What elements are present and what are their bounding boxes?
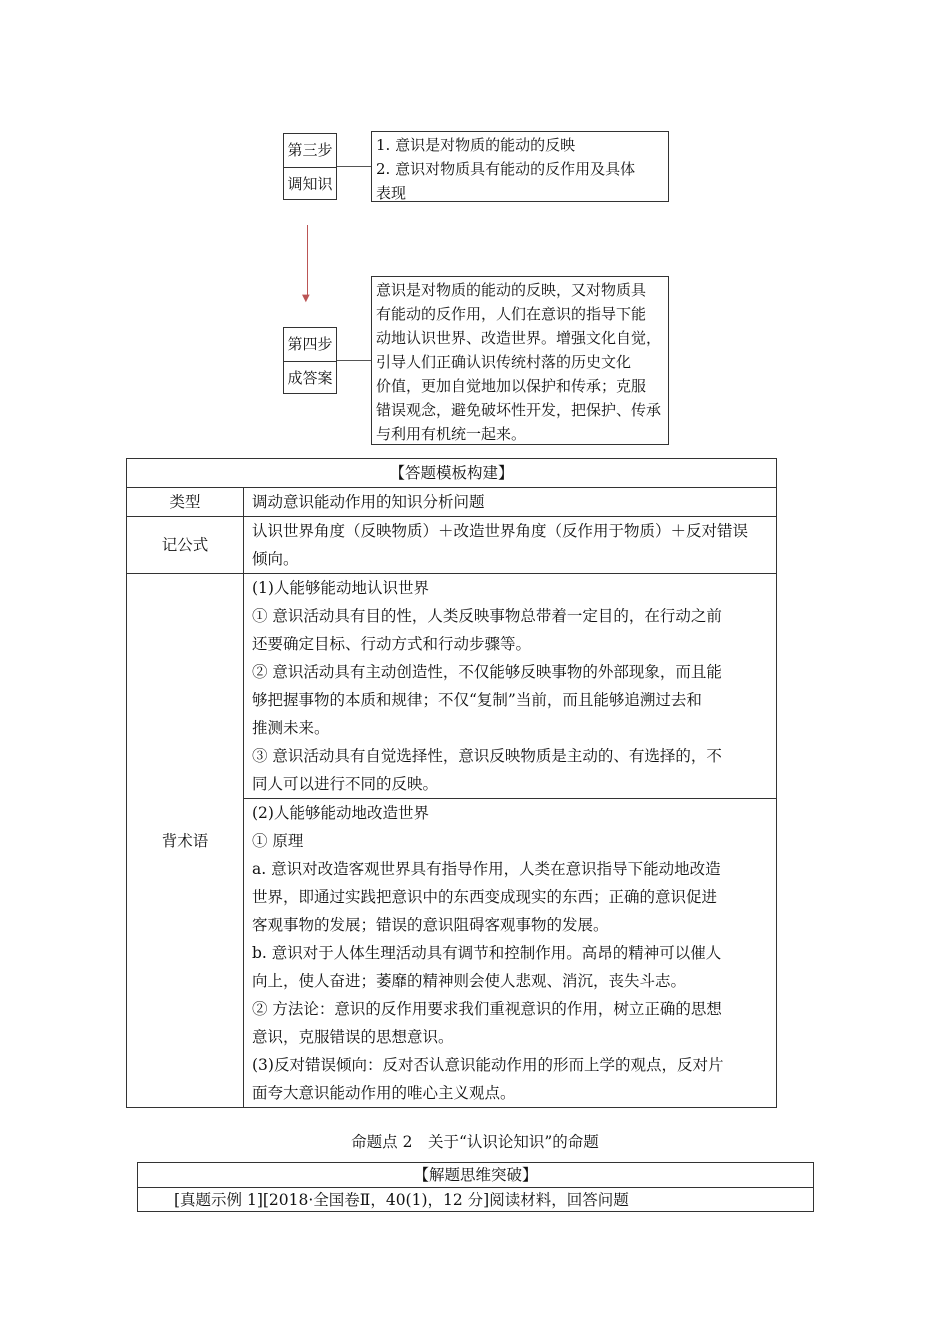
- recite-line: 向上，使人奋进；萎靡的精神则会使人悲观、消沉，丧失斗志。: [252, 972, 687, 990]
- step3-content-line: 表现: [376, 184, 407, 202]
- step3-connector: [337, 166, 372, 167]
- step3-label-line2: 调知识: [284, 167, 336, 201]
- step4-label-box: [283, 327, 337, 394]
- template-title: 【答题模板构建】: [127, 459, 777, 488]
- recite-line: ② 方法论：意识的反作用要求我们重视意识的作用，树立正确的思想: [252, 1000, 722, 1018]
- step4-content-line: 错误观念，避免破坏性开发，把保护、传承: [376, 401, 662, 419]
- example-line: [真题示例 1][2018·全国卷Ⅱ，40(1)，12 分]阅读材料，回答问题: [174, 1191, 629, 1209]
- step4-connector: [337, 360, 372, 361]
- section-title: 命题点 2 关于“认识论知识”的命题: [351, 1133, 599, 1151]
- recite-line: 同人可以进行不同的反映。: [252, 775, 439, 793]
- answer-template-table: [126, 458, 777, 1108]
- recite-line: a. 意识对改造客观世界具有指导作用，人类在意识指导下能动地改造: [252, 860, 721, 878]
- recite-part1: [252, 574, 768, 798]
- step4-content-line: 引导人们正确认识传统村落的历史文化: [376, 353, 632, 371]
- recite-part2: [244, 798, 776, 1107]
- recite-line: 客观事物的发展；错误的意识阻碍客观事物的发展。: [252, 916, 609, 934]
- step3-content-line: 2. 意识对物质具有能动的反作用及具体: [376, 160, 636, 178]
- formula-value-cell: [244, 517, 777, 574]
- recite-line: 还要确定目标、行动方式和行动步骤等。: [252, 635, 532, 653]
- formula-label: 记公式: [127, 517, 244, 574]
- recite-line: (1)人能够能动地认识世界: [252, 579, 429, 597]
- recite-line: 世界，即通过实践把意识中的东西变成现实的东西；正确的意识促进: [252, 888, 718, 906]
- recite-line: (3)反对错误倾向：反对否认意识能动作用的形而上学的观点，反对片: [252, 1056, 724, 1074]
- flow-arrow-line: [307, 225, 308, 297]
- step3-content-box: [371, 131, 669, 202]
- recite-line: ① 原理: [252, 832, 304, 850]
- thinking-breakthrough-box: [137, 1162, 814, 1212]
- formula-line: 认识世界角度（反映物质）＋改造世界角度（反作用于物质）＋反对错误: [252, 522, 749, 540]
- recite-line: ② 意识活动具有主动创造性，不仅能够反映事物的外部现象，而且能: [252, 663, 722, 681]
- recite-line: 推测未来。: [252, 719, 330, 737]
- recite-line: 意识，克服错误的思想意识。: [252, 1028, 454, 1046]
- flow-arrow-head-icon: ▼: [302, 293, 310, 304]
- recite-line: ① 意识活动具有目的性，人类反映事物总带着一定目的，在行动之前: [252, 607, 722, 625]
- type-value: 调动意识能动作用的知识分析问题: [244, 488, 777, 517]
- step3-label-line1: 第三步: [287, 141, 333, 159]
- step4-content-line: 动地认识世界、改造世界。增强文化自觉，: [376, 329, 662, 347]
- step4-content-line: 意识是对物质的能动的反映，又对物质具: [376, 281, 647, 299]
- recite-line: (2)人能够能动地改造世界: [252, 804, 429, 822]
- step3-label-box: [283, 133, 337, 200]
- recite-line: 够把握事物的本质和规律；不仅“复制”当前，而且能够追溯过去和: [252, 691, 702, 709]
- step4-label-line1: 第四步: [287, 335, 333, 353]
- recite-line: ③ 意识活动具有自觉选择性，意识反映物质是主动的、有选择的，不: [252, 747, 722, 765]
- step4-content-line: 有能动的反作用，人们在意识的指导下能: [376, 305, 647, 323]
- step4-content-line: 价值，更加自觉地加以保护和传承；克服: [376, 377, 647, 395]
- step3-content-line: 1. 意识是对物质的能动的反映: [376, 136, 576, 154]
- step4-content-box: [371, 276, 669, 445]
- recite-line: b. 意识对于人体生理活动具有调节和控制作用。高昂的精神可以催人: [252, 944, 722, 962]
- step4-content-line: 与利用有机统一起来。: [376, 425, 527, 443]
- formula-line: 倾向。: [252, 550, 299, 568]
- recite-label: 背术语: [127, 574, 244, 1108]
- type-label: 类型: [127, 488, 244, 517]
- recite-value-cell: [244, 574, 777, 1108]
- box-title: 【解题思维突破】: [138, 1163, 813, 1188]
- step4-label-line2: 成答案: [284, 361, 336, 395]
- recite-line: 面夸大意识能动作用的唯心主义观点。: [252, 1084, 516, 1102]
